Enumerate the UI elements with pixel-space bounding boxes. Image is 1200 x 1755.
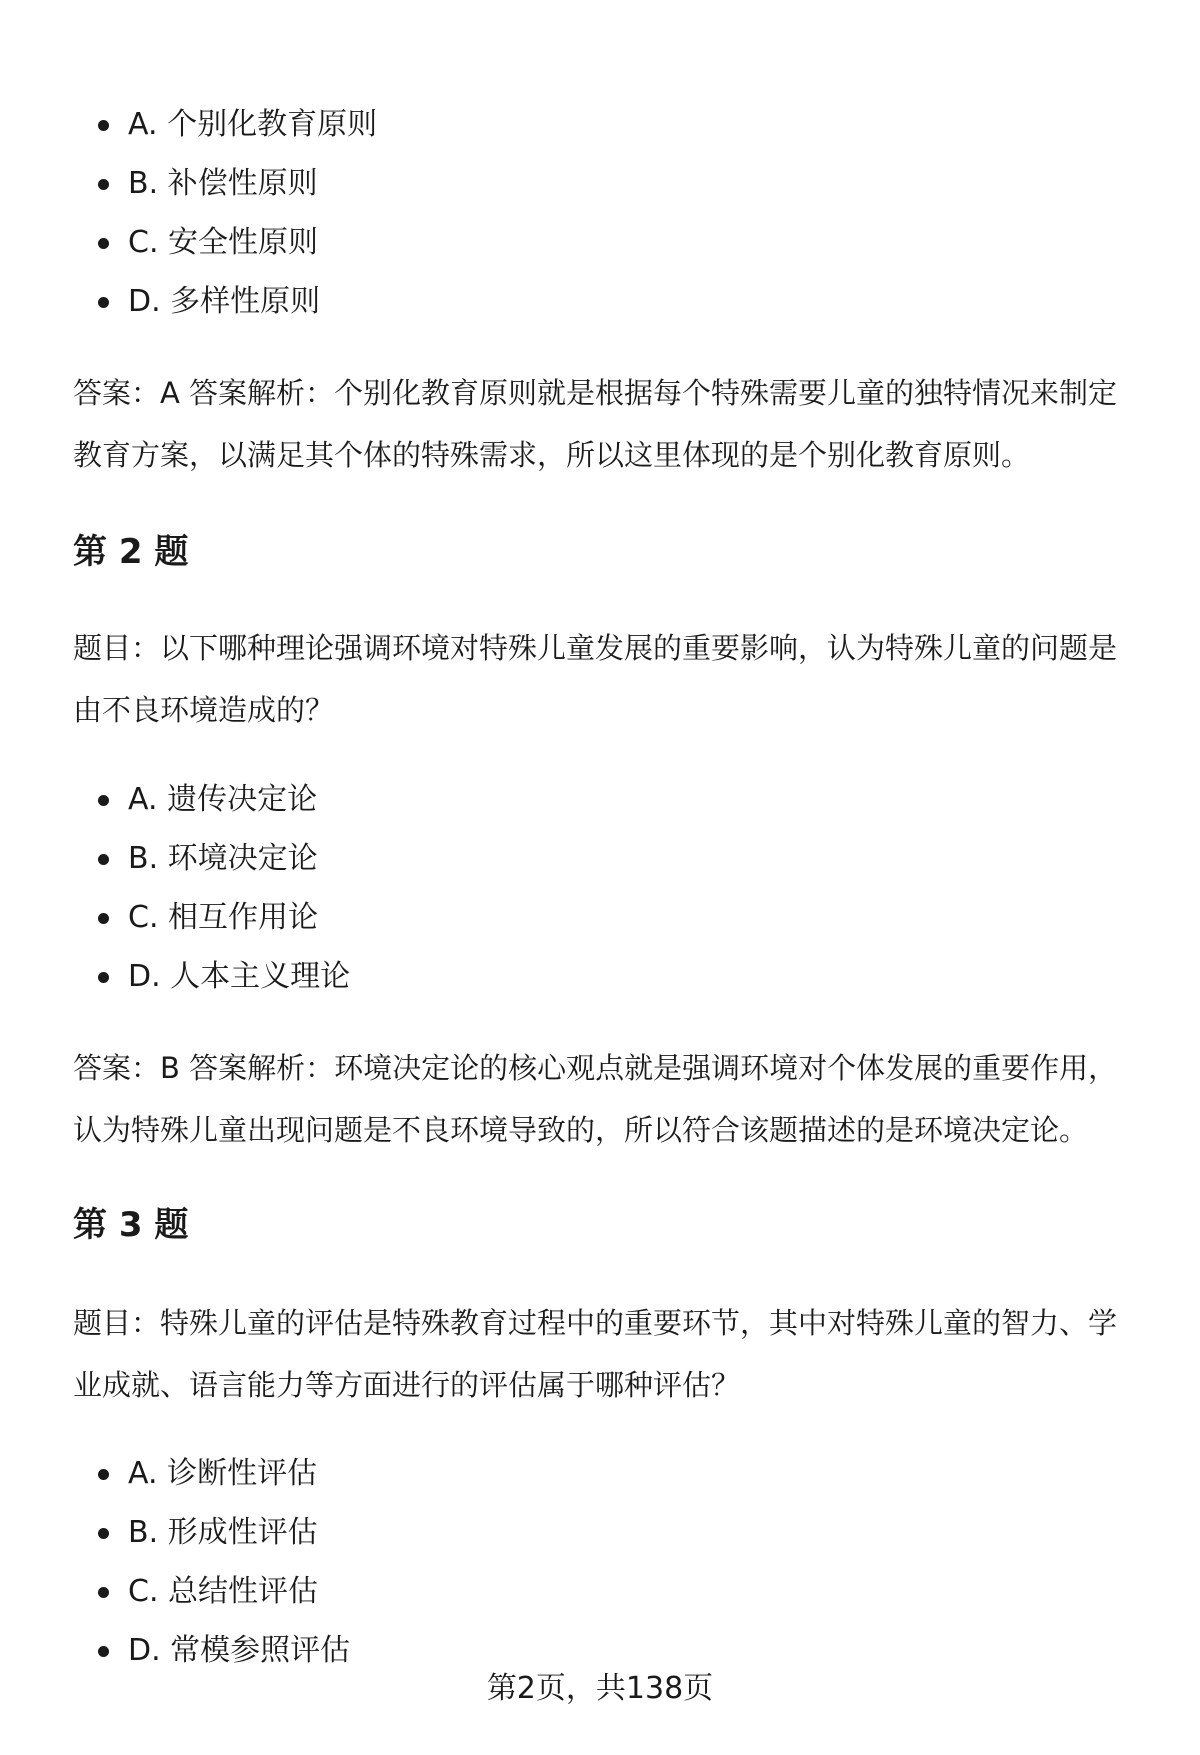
list-item — [0, 95, 1200, 154]
option-text: A. 遗传决定论 — [128, 782, 318, 817]
list-item — [0, 1503, 1200, 1562]
q3-question: 题目：特殊儿童的评估是特殊教育过程中的重要环节，其中对特殊儿童的智力、学业成就、语言能力等方面进行的评估属于哪种评估？ — [73, 1306, 1118, 1402]
bullet-icon — [98, 238, 109, 249]
bullet-icon — [98, 1646, 109, 1657]
bullet-icon — [98, 120, 109, 131]
option-text: D. 人本主义理论 — [128, 959, 351, 994]
q3-heading: 第 3 题 — [73, 1205, 189, 1245]
option-text: D. 常模参照评估 — [128, 1633, 351, 1668]
option-text: D. 多样性原则 — [128, 284, 321, 319]
bullet-icon — [98, 972, 109, 983]
bullet-icon — [98, 854, 109, 865]
option-text: B. 补偿性原则 — [128, 166, 318, 201]
q2-question: 题目：以下哪种理论强调环境对特殊儿童发展的重要影响，认为特殊儿童的问题是由不良环境造成的？ — [73, 631, 1118, 727]
q2-options-list — [0, 770, 1200, 1006]
option-text: C. 相互作用论 — [128, 900, 319, 935]
q1-answer: 答案：A 答案解析：个别化教育原则就是根据每个特殊需要儿童的独特情况来制定教育方案，以满足其个体的特殊需求，所以这里体现的是个别化教育原则。 — [73, 376, 1118, 472]
option-text: C. 总结性评估 — [128, 1574, 319, 1609]
list-item — [0, 213, 1200, 272]
q2-heading: 第 2 题 — [73, 532, 189, 572]
list-item — [0, 1444, 1200, 1503]
bullet-icon — [98, 1469, 109, 1480]
option-text: B. 环境决定论 — [128, 841, 318, 876]
option-text: C. 安全性原则 — [128, 225, 319, 260]
bullet-icon — [98, 297, 109, 308]
bullet-icon — [98, 913, 109, 924]
list-item — [0, 154, 1200, 213]
list-item — [0, 829, 1200, 888]
bullet-icon — [98, 795, 109, 806]
page-number-footer: 第2页，共138页 — [486, 1671, 714, 1706]
bullet-icon — [98, 179, 109, 190]
bullet-icon — [98, 1528, 109, 1539]
bullet-icon — [98, 1587, 109, 1598]
list-item — [0, 1562, 1200, 1621]
list-item — [0, 888, 1200, 947]
list-item — [0, 770, 1200, 829]
option-text: A. 诊断性评估 — [128, 1456, 318, 1491]
q2-answer: 答案：B 答案解析：环境决定论的核心观点就是强调环境对个体发展的重要作用，认为特殊儿童出现问题是不良环境导致的，所以符合该题描述的是环境决定论。 — [73, 1051, 1118, 1147]
option-text: B. 形成性评估 — [128, 1515, 318, 1550]
option-text: A. 个别化教育原则 — [128, 107, 378, 142]
q1-options-list — [0, 95, 1200, 331]
list-item — [0, 947, 1200, 1006]
q3-options-list — [0, 1444, 1200, 1680]
list-item — [0, 272, 1200, 331]
